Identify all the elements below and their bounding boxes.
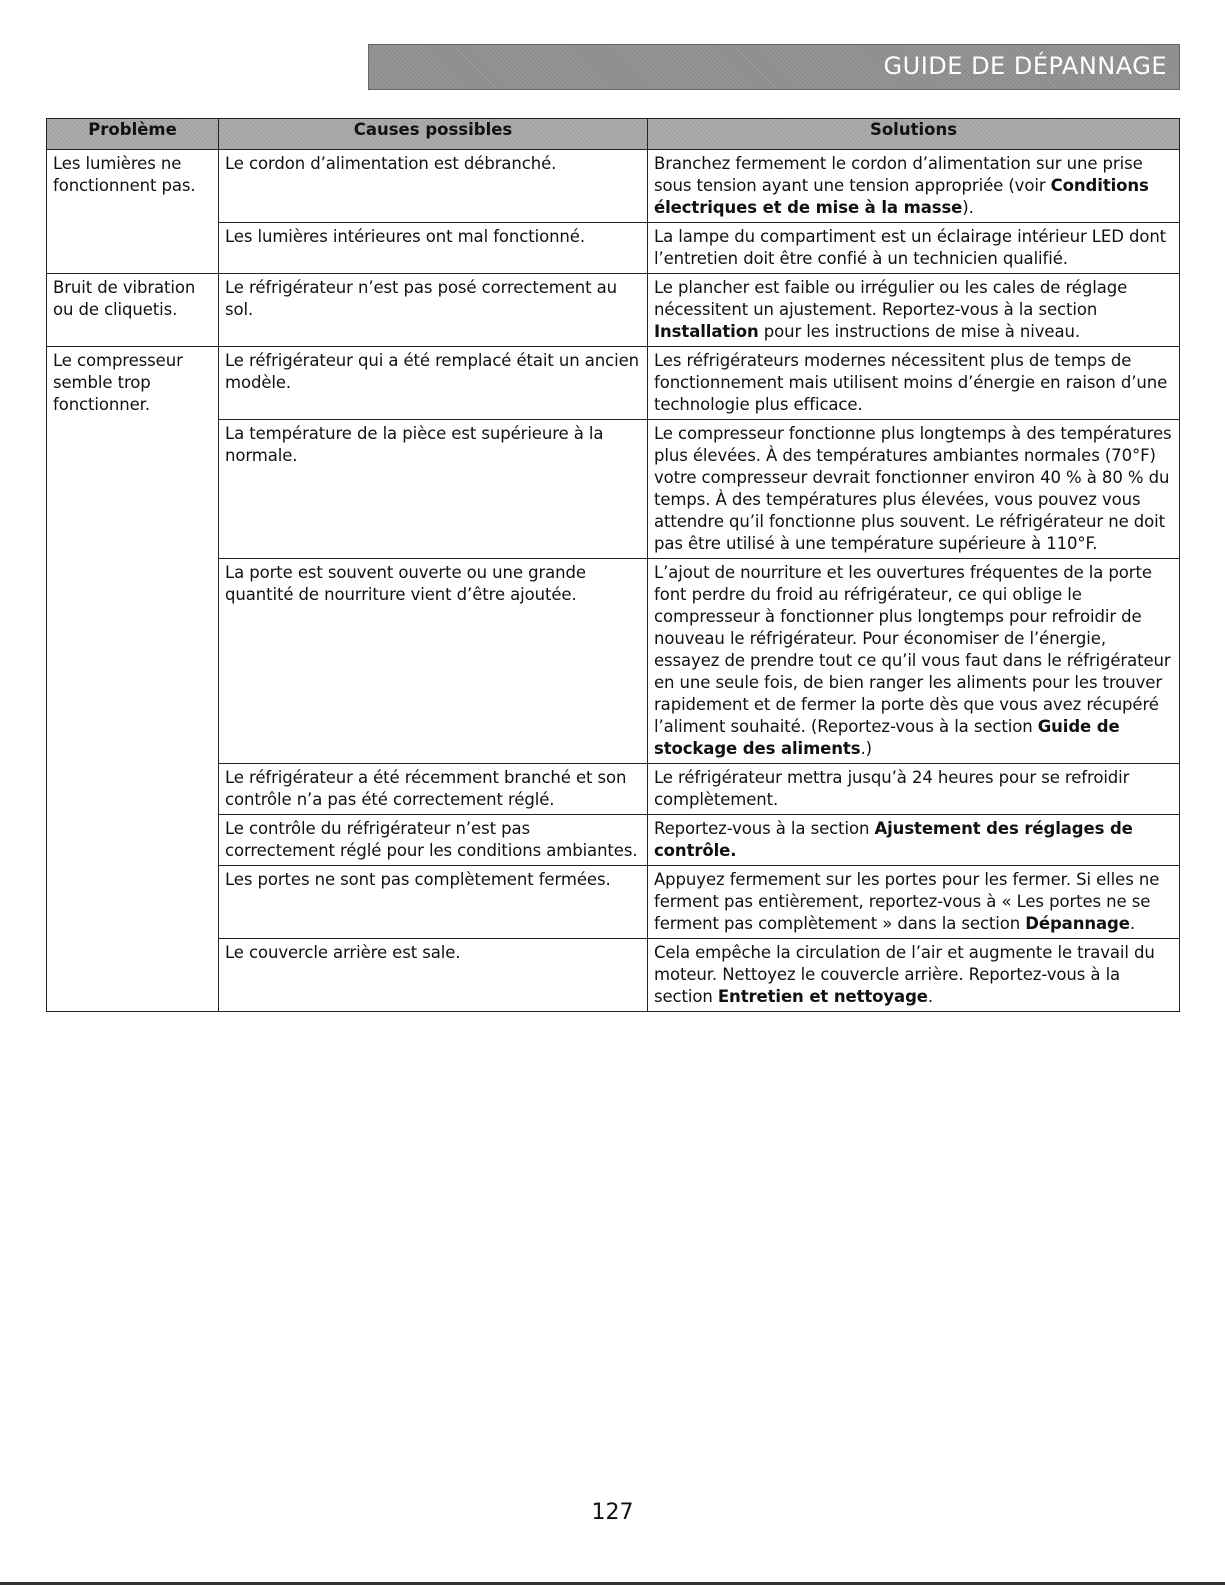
solution-cell: [648, 559, 1180, 764]
cause-cell: Les lumières intérieures ont mal fonctionné.: [219, 223, 648, 274]
cause-cell: La température de la pièce est supérieure à la normale.: [219, 420, 648, 559]
table-row: [47, 274, 1180, 347]
solution-text: Le compresseur fonctionne plus longtemps à des températures plus élevées. À des températures ambiantes normales (70°F) votre compresseur devrait fonctionner environ 40 % à 80 % du temps. À des températures plus élevées, vous pouvez vous attendre qu’il fonctionne plus souvent. Le réfrigérateur ne doit pas être utilisé à une température supérieure à 110°F.: [654, 424, 1172, 553]
solution-text: La lampe du compartiment est un éclairage intérieur LED dont l’entretien doit être confié à un technicien qualifié.: [654, 227, 1167, 268]
solution-cell: [648, 815, 1180, 866]
solution-reference: Dépannage: [1025, 914, 1130, 933]
troubleshooting-table: [46, 118, 1180, 1012]
page-number: 127: [591, 1500, 634, 1525]
header-causes: Causes possibles: [219, 119, 648, 150]
section-banner: [368, 44, 1180, 90]
solution-text: Les réfrigérateurs modernes nécessitent plus de temps de fonctionnement mais utilisent moins d’énergie en raison d’une technologie plus efficace.: [654, 351, 1168, 414]
solution-text: .): [860, 739, 872, 758]
problem-cell: Le compresseur semble trop fonctionner.: [47, 347, 219, 1012]
solution-cell: [648, 223, 1180, 274]
solution-text: Branchez fermement le cordon d’alimentation sur une prise sous tension ayant une tension appropriée (voir: [654, 154, 1143, 195]
solution-cell: [648, 150, 1180, 223]
cause-cell: Le couvercle arrière est sale.: [219, 939, 648, 1012]
solution-text: L’ajout de nourriture et les ouvertures fréquentes de la porte font perdre du froid au réfrigérateur, ce qui oblige le compresseur à fonctionner plus longtemps pour refroidir de nouveau le réfrigérateur. Pour économiser de l’énergie, essayez de prendre tout ce qu’il vous faut dans le réfrigérateur en une seule fois, de bien ranger les aliments pour les trouver rapidement et de fermer la porte dès que vous avez récupéré l’aliment souhaité. (Reportez-vous à la section: [654, 563, 1171, 736]
problem-cell: Les lumières ne fonctionnent pas.: [47, 150, 219, 274]
solution-reference: Conditions électriques et de mise à la masse: [654, 176, 1149, 217]
solution-cell: [648, 939, 1180, 1012]
solution-text: .: [927, 987, 934, 1006]
solution-cell: [648, 347, 1180, 420]
problem-cell: Bruit de vibration ou de cliquetis.: [47, 274, 219, 347]
solution-reference: Ajustement des réglages de contrôle.: [654, 819, 1133, 860]
solution-text: Cela empêche la circulation de l’air et augmente le travail du moteur. Nettoyez le couvercle arrière. Reportez-vous à la section: [654, 943, 1155, 1006]
section-title: GUIDE DE DÉPANNAGE: [883, 52, 1167, 80]
cause-cell: Les portes ne sont pas complètement fermées.: [219, 866, 648, 939]
solution-text: Le réfrigérateur mettra jusqu’à 24 heures pour se refroidir complètement.: [654, 768, 1130, 809]
cause-cell: Le réfrigérateur n’est pas posé correctement au sol.: [219, 274, 648, 347]
solution-reference: Entretien et nettoyage: [717, 987, 928, 1006]
solution-cell: [648, 274, 1180, 347]
solution-reference: Installation: [654, 322, 759, 341]
solution-text: ).: [962, 198, 974, 217]
header-problem: Problème: [47, 119, 219, 150]
solution-text: Appuyez fermement sur les portes pour les fermer. Si elles ne ferment pas entièrement, reportez-vous à « Les portes ne se ferment pas complètement » dans la section: [654, 870, 1160, 933]
table-row: [47, 150, 1180, 223]
cause-cell: Le cordon d’alimentation est débranché.: [219, 150, 648, 223]
solution-cell: [648, 764, 1180, 815]
table-row: [47, 347, 1180, 420]
solution-text: Le plancher est faible ou irrégulier ou les cales de réglage nécessitent un ajustement. Reportez-vous à la section: [654, 278, 1128, 319]
cause-cell: Le réfrigérateur a été récemment branché et son contrôle n’a pas été correctement réglé.: [219, 764, 648, 815]
table-header-row: [47, 119, 1180, 150]
solution-text: .: [1129, 914, 1135, 933]
solution-text: Reportez-vous à la section: [654, 819, 875, 838]
solution-cell: [648, 866, 1180, 939]
solution-text: pour les instructions de mise à niveau.: [758, 322, 1081, 341]
cause-cell: Le contrôle du réfrigérateur n’est pas correctement réglé pour les conditions ambiantes.: [219, 815, 648, 866]
cause-cell: Le réfrigérateur qui a été remplacé était un ancien modèle.: [219, 347, 648, 420]
header-solutions: Solutions: [648, 119, 1180, 150]
cause-cell: La porte est souvent ouverte ou une grande quantité de nourriture vient d’être ajoutée.: [219, 559, 648, 764]
solution-reference: Guide de stockage des aliments: [654, 717, 1120, 758]
solution-cell: [648, 420, 1180, 559]
